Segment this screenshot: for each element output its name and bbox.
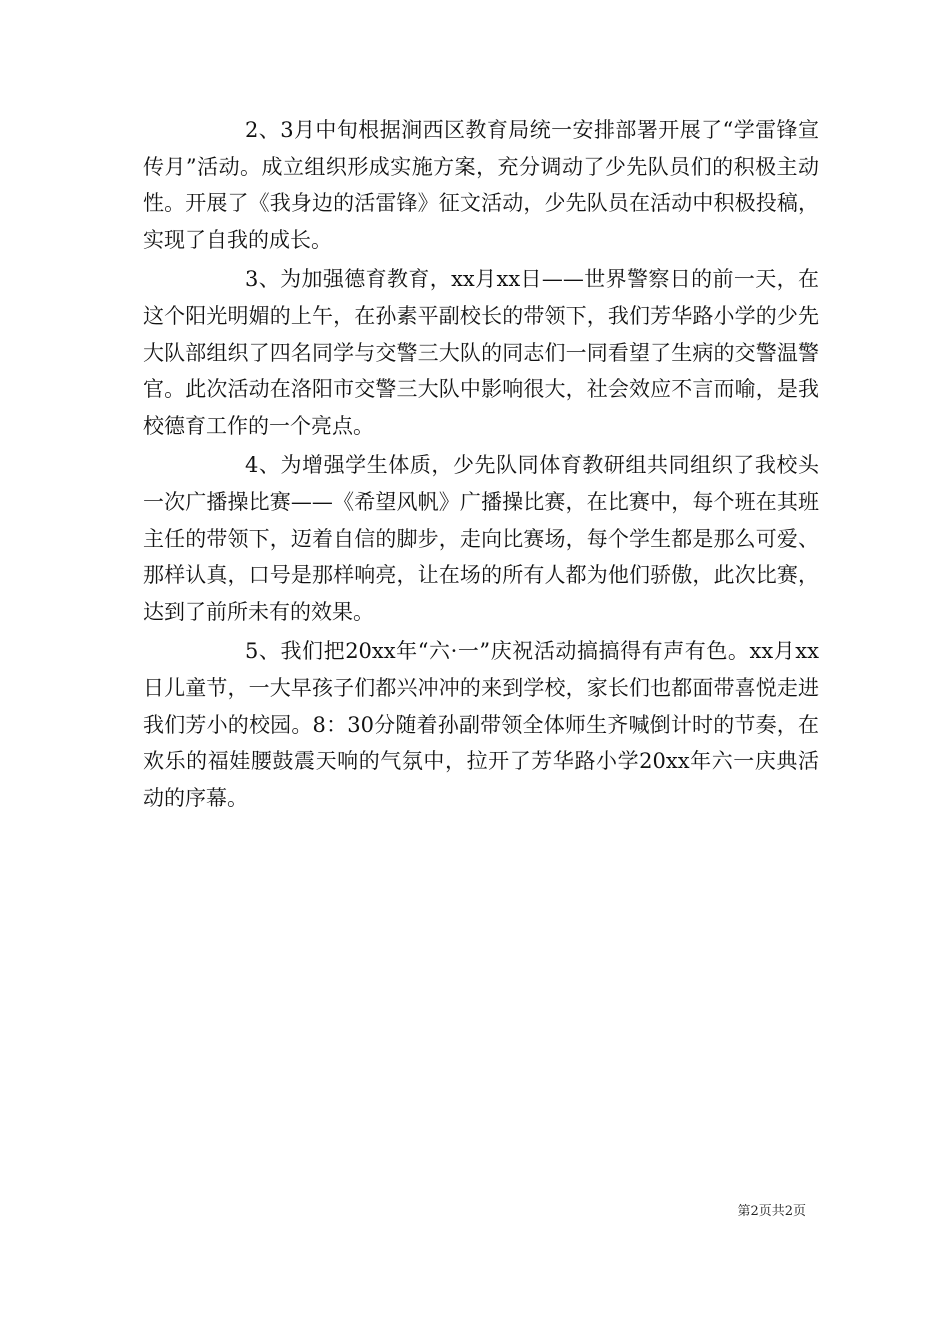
- document-body: [143, 112, 819, 819]
- paragraph-item-4: 4、为增强学生体质，少先队同体育教研组共同组织了我校头一次广播操比赛——《希望风帆》广播操比赛，在比赛中，每个班在其班主任的带领下，迈着自信的脚步，走向比赛场，每个学生都是那么可爱、那样认真，口号是那样响亮，让在场的所有人都为他们骄傲，此次比赛，达到了前所未有的效果。: [143, 453, 819, 624]
- paragraph-item-2: 2、3月中旬根据涧西区教育局统一安排部署开展了“学雷锋宣传月”活动。成立组织形成实施方案，充分调动了少先队员们的积极主动性。开展了《我身边的活雷锋》征文活动，少先队员在活动中积极投稿，实现了自我的成长。: [143, 118, 819, 252]
- paragraph-item-5: 5、我们把20xx年“六·一”庆祝活动搞搞得有声有色。xx月xx日儿童节，一大早孩子们都兴冲冲的来到学校，家长们也都面带喜悦走进我们芳小的校园。8：30分随着孙副带领全体师生齐喊倒计时的节奏，在欢乐的福娃腰鼓震天响的气氛中，拉开了芳华路小学20xx年六一庆典活动的序幕。: [143, 639, 819, 810]
- page-number-footer: 第2页共2页: [737, 1204, 806, 1219]
- paragraph-item-3: 3、为加强德育教育，xx月xx日——世界警察日的前一天，在这个阳光明媚的上午，在孙素平副校长的带领下，我们芳华路小学的少先大队部组织了四名同学与交警三大队的同志们一同看望了生病的交警温警官。此次活动在洛阳市交警三大队中影响很大，社会效应不言而喻，是我校德育工作的一个亮点。: [143, 267, 819, 438]
